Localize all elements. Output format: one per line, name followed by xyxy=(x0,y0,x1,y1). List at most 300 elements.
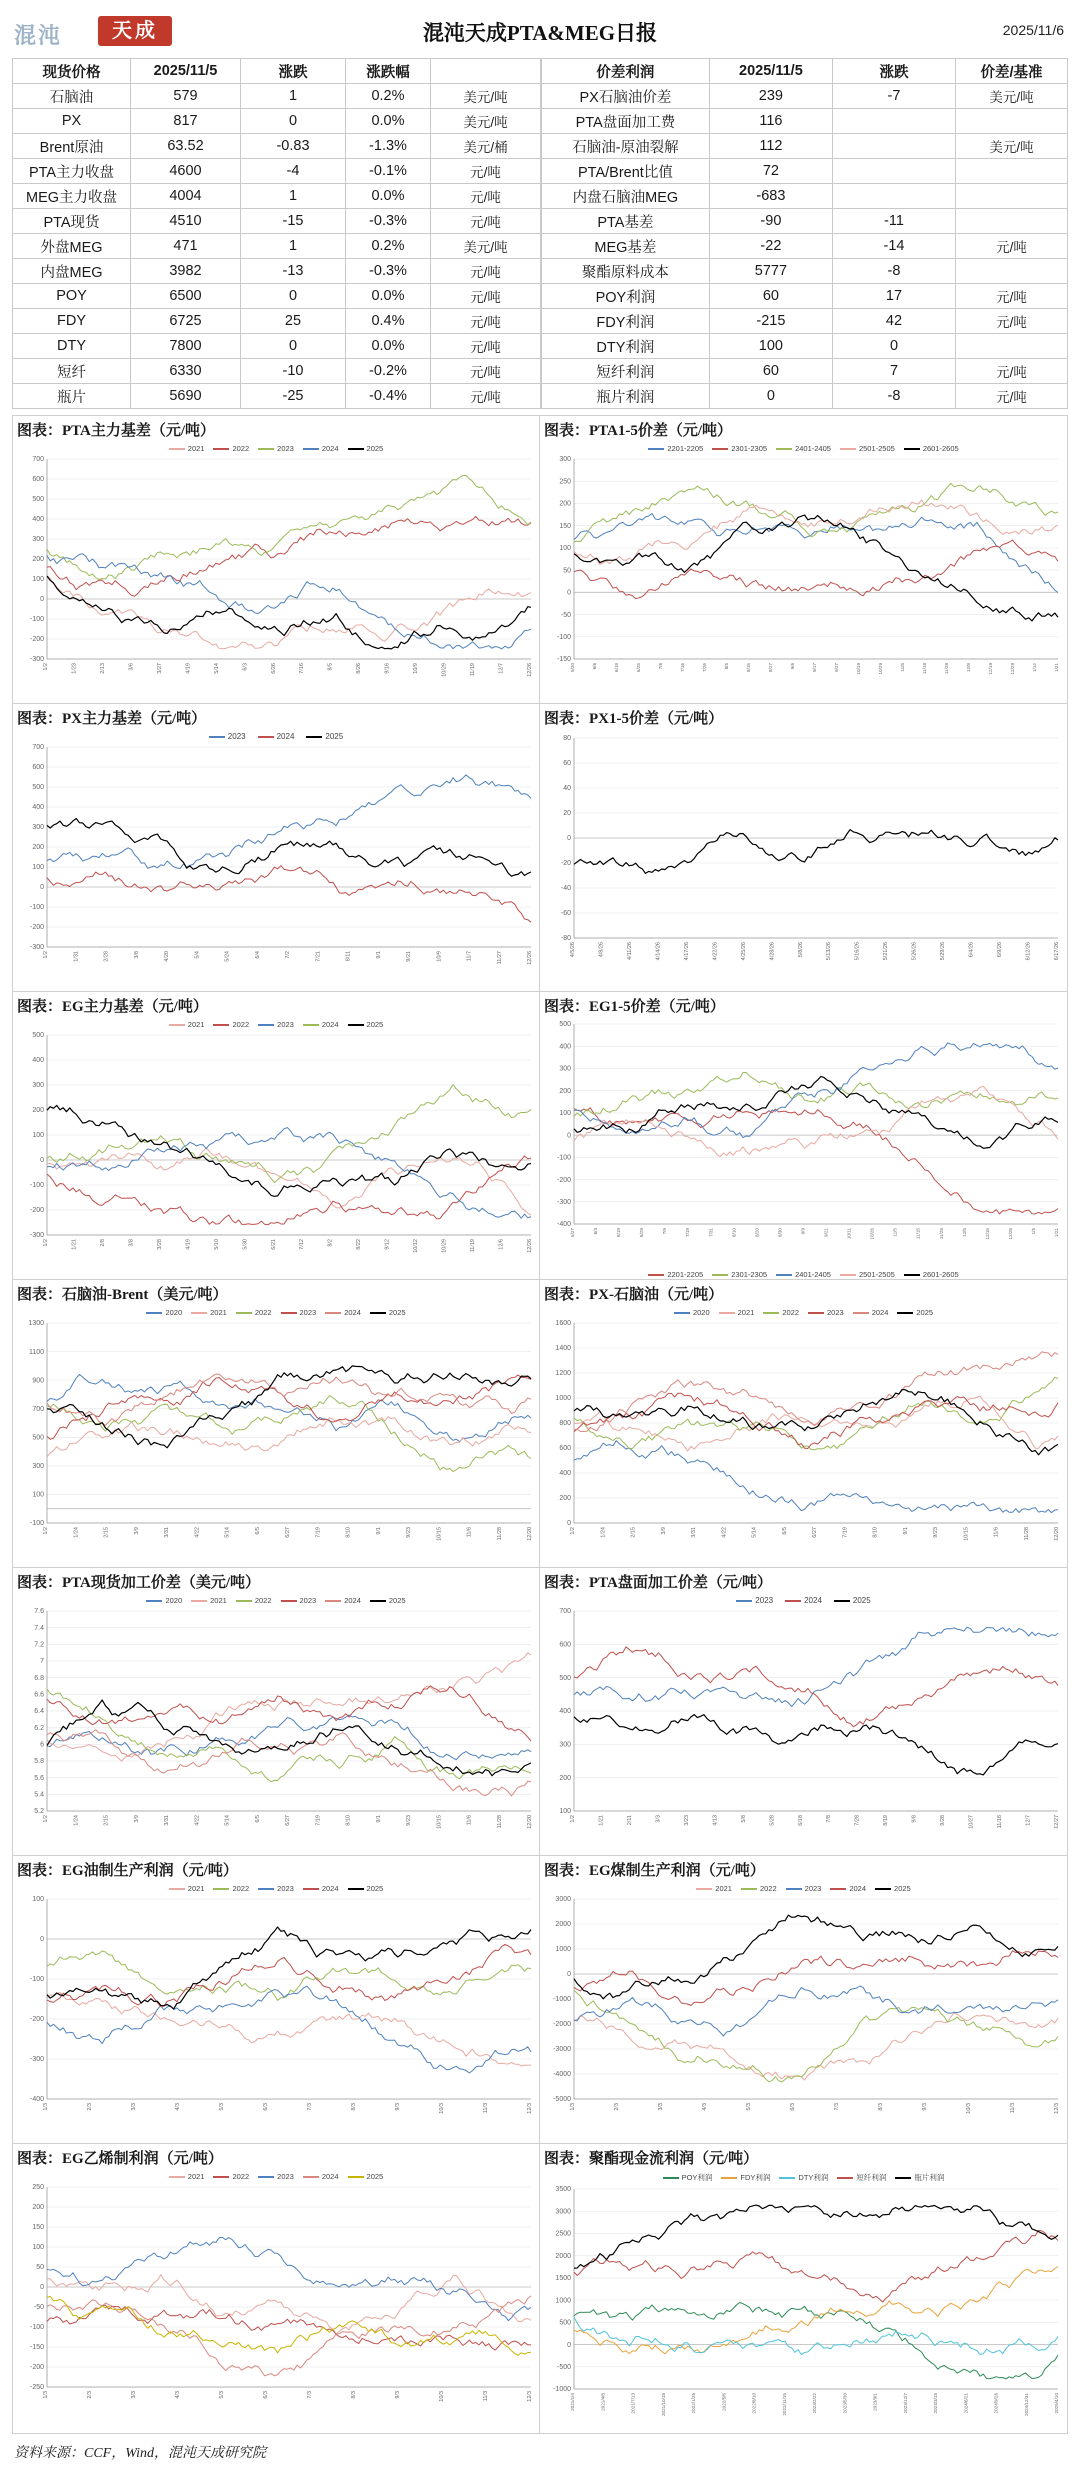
chart-title: 图表：EG煤制生产利润（元/吨） xyxy=(544,1863,765,1879)
svg-text:10/12: 10/12 xyxy=(413,1239,420,1253)
legend-label: 2501-2505 xyxy=(858,444,895,453)
legend-swatch xyxy=(281,1312,297,1314)
legend-swatch xyxy=(776,1274,792,1276)
svg-text:2025/4/10: 2025/4/10 xyxy=(1054,2393,1059,2414)
svg-text:5/20: 5/20 xyxy=(570,663,575,672)
chart-legend xyxy=(540,1268,1067,1279)
svg-text:-500: -500 xyxy=(556,2364,571,2371)
table-cell: 0.2% xyxy=(346,84,431,109)
svg-text:5/29/26: 5/29/26 xyxy=(940,942,947,961)
table-cell: 短纤利润 xyxy=(542,359,710,384)
legend-label: 2020 xyxy=(165,1596,183,1605)
legend-label: 2023 xyxy=(827,1308,844,1317)
svg-text:7/28: 7/28 xyxy=(854,1815,861,1826)
legend-swatch xyxy=(258,448,274,450)
legend-item xyxy=(236,1308,272,1317)
svg-text:7/21: 7/21 xyxy=(315,951,322,962)
svg-text:1000: 1000 xyxy=(555,2297,571,2305)
logo-badge: 天成 xyxy=(98,16,172,46)
legend-item xyxy=(146,1308,182,1317)
legend-swatch xyxy=(169,2176,185,2178)
svg-text:10/9: 10/9 xyxy=(436,951,443,962)
svg-text:3/8: 3/8 xyxy=(128,1239,135,1247)
legend-item xyxy=(741,1884,777,1893)
legend-item xyxy=(779,2172,828,2183)
svg-text:2500: 2500 xyxy=(555,2230,571,2238)
svg-text:8/3: 8/3 xyxy=(351,2391,357,2399)
svg-text:300: 300 xyxy=(32,536,44,544)
svg-text:7/16: 7/16 xyxy=(299,663,306,674)
svg-text:2022/11/15: 2022/11/15 xyxy=(781,2393,787,2416)
svg-text:11/3: 11/3 xyxy=(483,2103,489,2114)
svg-text:9/3: 9/3 xyxy=(395,2103,401,2111)
legend-label: 2022 xyxy=(759,1884,777,1893)
legend-item xyxy=(897,1308,933,1317)
svg-text:6/3: 6/3 xyxy=(263,2103,269,2111)
chart-plot xyxy=(540,2183,1066,2433)
column-header xyxy=(431,59,541,84)
table-cell: -13 xyxy=(241,259,346,284)
svg-text:5/10: 5/10 xyxy=(213,1239,220,1250)
svg-text:9/3: 9/3 xyxy=(922,2103,928,2111)
svg-text:0: 0 xyxy=(567,589,571,597)
svg-text:2023/5/30: 2023/5/30 xyxy=(842,2393,848,2414)
legend-item xyxy=(169,2172,205,2181)
legend-swatch xyxy=(712,1274,728,1276)
svg-text:11/28: 11/28 xyxy=(496,1815,503,1829)
chart-plot xyxy=(540,1605,1066,1855)
table-cell xyxy=(956,209,1068,234)
svg-text:200: 200 xyxy=(559,500,571,508)
svg-text:1/2: 1/2 xyxy=(43,663,49,671)
svg-text:4/5/26: 4/5/26 xyxy=(570,942,576,958)
table-cell xyxy=(956,159,1068,184)
svg-text:3/9: 3/9 xyxy=(660,1527,667,1535)
svg-text:0: 0 xyxy=(567,1520,571,1528)
svg-text:7/3: 7/3 xyxy=(307,2103,313,2111)
svg-text:-100: -100 xyxy=(29,2324,44,2332)
chart-canvas xyxy=(540,453,1067,703)
svg-text:10/9: 10/9 xyxy=(413,663,420,674)
svg-text:9/12: 9/12 xyxy=(384,1239,391,1250)
legend-label: 2024 xyxy=(849,1884,867,1893)
legend-label: 2024 xyxy=(321,444,339,453)
svg-text:6/3: 6/3 xyxy=(263,2391,269,2399)
svg-text:11/3: 11/3 xyxy=(1010,2103,1016,2114)
svg-text:0: 0 xyxy=(40,596,44,604)
legend-label: 2025 xyxy=(388,1596,406,1605)
table-cell: 聚酯原料成本 xyxy=(542,259,710,284)
svg-text:-60: -60 xyxy=(560,910,571,918)
svg-text:3/31: 3/31 xyxy=(164,1527,170,1538)
table-cell: 0.4% xyxy=(346,309,431,334)
legend-swatch xyxy=(370,1312,386,1314)
table-cell: MEG基差 xyxy=(542,234,710,259)
table-cell: -8 xyxy=(832,384,955,409)
legend-item xyxy=(169,1020,205,1029)
legend-swatch xyxy=(875,1888,891,1890)
chart-title: 图表：石脑油-Brent（美元/吨） xyxy=(17,1287,228,1303)
legend-item xyxy=(348,1884,384,1893)
svg-text:2021/7/13: 2021/7/13 xyxy=(630,2393,636,2414)
chart-cell xyxy=(540,415,1068,704)
table-cell: 元/吨 xyxy=(956,309,1068,334)
svg-text:1/5: 1/5 xyxy=(1031,1228,1036,1235)
table-row xyxy=(542,359,1068,384)
legend-item xyxy=(213,444,249,453)
table-cell: 116 xyxy=(709,109,832,134)
svg-text:2024/3/15: 2024/3/15 xyxy=(933,2393,938,2414)
svg-text:9/28: 9/28 xyxy=(940,1815,947,1826)
table-row xyxy=(13,359,541,384)
svg-text:2/3: 2/3 xyxy=(87,2391,93,2399)
svg-text:200: 200 xyxy=(32,844,44,852)
legend-swatch xyxy=(840,1274,856,1276)
svg-text:1/24: 1/24 xyxy=(600,1527,607,1538)
table-cell: -215 xyxy=(709,309,832,334)
legend-swatch xyxy=(830,1888,846,1890)
chart-canvas xyxy=(540,1317,1067,1567)
spot-price-body xyxy=(13,84,541,409)
svg-text:3/3: 3/3 xyxy=(131,2103,137,2111)
svg-text:-200: -200 xyxy=(29,924,44,932)
svg-text:7/3: 7/3 xyxy=(834,2103,840,2111)
svg-text:8/5: 8/5 xyxy=(327,663,334,671)
chart-cell xyxy=(12,1280,540,1568)
table-cell: -14 xyxy=(832,234,955,259)
table-cell: -0.1% xyxy=(346,159,431,184)
report-date: 2025/11/6 xyxy=(1002,22,1064,38)
svg-text:1000: 1000 xyxy=(555,1946,571,1954)
svg-text:4/8/26: 4/8/26 xyxy=(598,942,605,958)
legend-item xyxy=(348,1020,384,1029)
table-cell: PTA主力收盘 xyxy=(13,159,131,184)
svg-text:5/30: 5/30 xyxy=(242,1239,249,1250)
svg-text:-100: -100 xyxy=(29,1182,44,1190)
svg-text:10/11: 10/11 xyxy=(846,1228,852,1240)
legend-swatch xyxy=(897,1312,913,1314)
legend-item xyxy=(303,1020,339,1029)
svg-text:-300: -300 xyxy=(29,1232,44,1240)
svg-text:100: 100 xyxy=(32,1896,44,1904)
svg-text:200: 200 xyxy=(32,2204,44,2212)
svg-text:100: 100 xyxy=(32,576,44,584)
svg-text:50: 50 xyxy=(36,2264,44,2272)
chart-title: 图表：PX主力基差（元/吨） xyxy=(17,711,207,727)
legend-swatch xyxy=(258,736,274,738)
legend-label: 2025 xyxy=(366,1020,384,1029)
table-cell: -0.83 xyxy=(241,134,346,159)
svg-text:2023/2/22: 2023/2/22 xyxy=(812,2393,817,2414)
table-cell xyxy=(956,184,1068,209)
svg-text:2021/4/8: 2021/4/8 xyxy=(600,2393,606,2411)
svg-text:-400: -400 xyxy=(29,2096,44,2104)
svg-text:11/19: 11/19 xyxy=(470,1239,477,1253)
svg-text:7/16: 7/16 xyxy=(680,663,685,672)
column-header: 价差/基准 xyxy=(956,59,1068,84)
legend-item xyxy=(808,1308,844,1317)
svg-text:0: 0 xyxy=(40,1936,44,1944)
legend-label: 2024 xyxy=(321,1020,339,1029)
svg-text:3/3: 3/3 xyxy=(655,1815,662,1823)
legend-label: 2301-2305 xyxy=(731,1270,768,1279)
legend-swatch xyxy=(840,448,856,450)
chart-title: 图表：PX1-5价差（元/吨） xyxy=(544,711,724,727)
svg-text:800: 800 xyxy=(559,1420,571,1428)
chart-row xyxy=(12,2144,1068,2434)
svg-text:500: 500 xyxy=(32,1434,44,1442)
svg-text:1/2: 1/2 xyxy=(43,951,49,959)
legend-swatch xyxy=(169,1024,185,1026)
legend-item xyxy=(840,1270,895,1279)
svg-text:12/26: 12/26 xyxy=(527,951,533,965)
legend-swatch xyxy=(169,1888,185,1890)
legend-swatch xyxy=(719,1312,735,1314)
table-cell: 短纤 xyxy=(13,359,131,384)
svg-text:5.6: 5.6 xyxy=(34,1774,44,1782)
legend-swatch xyxy=(213,2176,229,2178)
table-cell: 60 xyxy=(709,284,832,309)
legend-label: 2023 xyxy=(277,1884,294,1893)
table-header-row xyxy=(542,59,1068,84)
svg-text:1/24: 1/24 xyxy=(73,1527,80,1538)
table-row xyxy=(13,284,541,309)
legend-item xyxy=(785,1596,822,1605)
table-cell xyxy=(832,184,955,209)
svg-text:6/27: 6/27 xyxy=(285,1815,291,1826)
table-cell: DTY利润 xyxy=(542,334,710,359)
legend-label: DTY利润 xyxy=(798,2173,829,2182)
legend-item xyxy=(191,1308,227,1317)
svg-text:1/2: 1/2 xyxy=(570,1815,576,1823)
svg-text:6/3: 6/3 xyxy=(593,1228,598,1235)
svg-text:300: 300 xyxy=(559,456,571,464)
svg-text:9/16: 9/16 xyxy=(384,663,391,674)
table-cell: -0.3% xyxy=(346,209,431,234)
table-cell: 元/吨 xyxy=(956,234,1068,259)
svg-text:50: 50 xyxy=(563,567,571,575)
svg-text:2/13: 2/13 xyxy=(99,663,106,674)
svg-text:3/31: 3/31 xyxy=(164,1815,170,1826)
table-cell: DTY xyxy=(13,334,131,359)
svg-text:2022/8/10: 2022/8/10 xyxy=(751,2393,757,2414)
legend-item xyxy=(258,444,294,453)
svg-text:6/5: 6/5 xyxy=(254,1527,261,1535)
svg-text:5/8/26: 5/8/26 xyxy=(797,942,804,958)
svg-text:0: 0 xyxy=(567,2341,571,2349)
svg-text:8/20: 8/20 xyxy=(754,1228,760,1237)
table-cell xyxy=(832,159,955,184)
svg-text:7/3: 7/3 xyxy=(307,2391,313,2399)
svg-text:4/19: 4/19 xyxy=(185,1239,192,1250)
legend-label: 2021 xyxy=(715,1884,732,1893)
table-cell: PTA/Brent比值 xyxy=(542,159,710,184)
legend-swatch xyxy=(776,448,792,450)
svg-text:-80: -80 xyxy=(560,935,571,943)
chart-legend xyxy=(540,442,1067,453)
table-cell: 元/吨 xyxy=(431,209,541,234)
svg-text:100: 100 xyxy=(559,1808,571,1816)
chart-cell xyxy=(12,1568,540,1856)
svg-text:1/23: 1/23 xyxy=(71,663,78,674)
svg-text:6.2: 6.2 xyxy=(34,1724,44,1732)
svg-text:8/11: 8/11 xyxy=(345,951,352,962)
svg-text:9/1: 9/1 xyxy=(902,1527,909,1535)
svg-text:8/2: 8/2 xyxy=(327,1239,334,1247)
svg-text:5/4: 5/4 xyxy=(194,951,201,959)
legend-item xyxy=(840,444,895,453)
svg-text:4/22/26: 4/22/26 xyxy=(712,942,719,961)
chart-title: 图表：PTA主力基差（元/吨） xyxy=(17,423,216,439)
table-cell: 4004 xyxy=(131,184,241,209)
svg-text:4/22: 4/22 xyxy=(194,1815,201,1826)
table-cell: 美元/桶 xyxy=(431,134,541,159)
svg-text:1/21: 1/21 xyxy=(71,1239,78,1250)
svg-text:6/29: 6/29 xyxy=(639,1228,645,1237)
legend-swatch xyxy=(146,1312,162,1314)
table-cell: 美元/吨 xyxy=(431,84,541,109)
table-cell: -0.3% xyxy=(346,259,431,284)
legend-item xyxy=(213,1020,249,1029)
svg-text:5/14: 5/14 xyxy=(751,1527,758,1538)
legend-swatch xyxy=(303,1024,319,1026)
svg-text:0: 0 xyxy=(40,2284,44,2292)
legend-item xyxy=(895,2172,944,2183)
svg-text:4/20: 4/20 xyxy=(164,951,170,962)
chart-cell xyxy=(540,2144,1068,2434)
svg-text:5/13/26: 5/13/26 xyxy=(826,942,833,961)
legend-label: 2021 xyxy=(210,1308,227,1317)
svg-text:-100: -100 xyxy=(29,1976,44,1984)
table-cell: POY xyxy=(13,284,131,309)
svg-text:3/9: 3/9 xyxy=(133,1527,140,1535)
chart-legend xyxy=(13,442,539,453)
table-cell: 内盘MEG xyxy=(13,259,131,284)
legend-item xyxy=(281,1596,317,1605)
table-row xyxy=(13,234,541,259)
svg-text:3/9: 3/9 xyxy=(133,1815,140,1823)
table-cell: -11 xyxy=(832,209,955,234)
svg-text:7/31: 7/31 xyxy=(708,1228,714,1237)
table-cell: 石脑油-原油裂解 xyxy=(542,134,710,159)
svg-text:10/29: 10/29 xyxy=(441,663,448,677)
chart-row xyxy=(12,1568,1068,1856)
table-cell: 1 xyxy=(241,234,346,259)
svg-text:4/11/26: 4/11/26 xyxy=(626,942,633,960)
svg-text:10/3: 10/3 xyxy=(439,2103,445,2114)
table-row xyxy=(13,334,541,359)
chart-legend xyxy=(13,1594,539,1605)
chart-plot xyxy=(13,741,539,991)
table-cell: -22 xyxy=(709,234,832,259)
table-cell: -8 xyxy=(832,259,955,284)
svg-text:400: 400 xyxy=(559,1043,571,1051)
legend-item xyxy=(146,1596,182,1605)
legend-swatch xyxy=(853,1312,869,1314)
chart-canvas xyxy=(13,1317,539,1567)
svg-text:300: 300 xyxy=(559,1741,571,1749)
svg-text:5/26/26: 5/26/26 xyxy=(911,942,918,961)
svg-text:1/21: 1/21 xyxy=(1054,663,1059,672)
table-cell: 5777 xyxy=(709,259,832,284)
svg-text:6/27: 6/27 xyxy=(812,1527,818,1538)
legend-swatch xyxy=(303,448,319,450)
svg-text:9/6: 9/6 xyxy=(790,663,795,670)
summary-tables xyxy=(12,58,1068,409)
svg-text:1100: 1100 xyxy=(28,1348,44,1356)
svg-text:11/8: 11/8 xyxy=(900,663,905,672)
svg-text:700: 700 xyxy=(32,744,44,752)
table-cell: 0 xyxy=(241,334,346,359)
legend-item xyxy=(674,1308,710,1317)
svg-text:9/23: 9/23 xyxy=(406,1815,412,1826)
table-cell: -1.3% xyxy=(346,134,431,159)
table-cell: 579 xyxy=(131,84,241,109)
svg-text:11/18: 11/18 xyxy=(922,663,927,675)
table-row xyxy=(542,184,1068,209)
chart-row xyxy=(12,1280,1068,1568)
chart-cell xyxy=(12,415,540,704)
svg-text:10/15: 10/15 xyxy=(436,1527,443,1541)
svg-text:10/19: 10/19 xyxy=(856,663,861,675)
svg-text:100: 100 xyxy=(32,1491,44,1499)
svg-text:5/14: 5/14 xyxy=(224,1815,231,1826)
chart-legend xyxy=(540,1594,1067,1605)
table-cell: PTA基差 xyxy=(542,209,710,234)
svg-text:4/3: 4/3 xyxy=(702,2103,708,2111)
svg-text:-4000: -4000 xyxy=(553,2071,571,2079)
svg-text:3500: 3500 xyxy=(555,2186,571,2194)
table-row xyxy=(542,134,1068,159)
chart-title: 图表：PTA盘面加工价差（元/吨） xyxy=(544,1575,773,1591)
svg-text:10/29: 10/29 xyxy=(878,663,883,675)
svg-text:2024/9/26: 2024/9/26 xyxy=(993,2393,999,2414)
chart-cell xyxy=(540,1280,1068,1568)
svg-text:9/1: 9/1 xyxy=(375,1815,382,1823)
svg-text:1000: 1000 xyxy=(555,1395,571,1403)
svg-text:8/27: 8/27 xyxy=(768,663,773,672)
table-cell: 0 xyxy=(241,109,346,134)
svg-text:11/19: 11/19 xyxy=(470,663,477,677)
svg-text:-1000: -1000 xyxy=(553,1996,571,2004)
table-cell: 元/吨 xyxy=(431,309,541,334)
svg-text:10/15: 10/15 xyxy=(963,1527,970,1541)
svg-text:60: 60 xyxy=(563,760,571,768)
logo-text: 混沌 xyxy=(14,23,63,48)
legend-swatch xyxy=(325,1600,341,1602)
legend-swatch xyxy=(213,1024,229,1026)
svg-text:2022/5/6: 2022/5/6 xyxy=(721,2393,727,2411)
table-cell: 63.52 xyxy=(131,134,241,159)
svg-text:5.4: 5.4 xyxy=(34,1791,44,1799)
svg-text:9/1: 9/1 xyxy=(375,951,382,959)
svg-text:10/27: 10/27 xyxy=(968,1815,975,1829)
table-cell: 元/吨 xyxy=(431,159,541,184)
svg-text:5/3: 5/3 xyxy=(219,2391,225,2399)
legend-label: 2022 xyxy=(254,1596,272,1605)
chart-legend xyxy=(13,1882,539,1893)
table-cell xyxy=(832,134,955,159)
table-cell: 0.0% xyxy=(346,109,431,134)
spread-profit-body xyxy=(542,84,1068,409)
svg-text:1/3: 1/3 xyxy=(570,2103,576,2111)
svg-text:-300: -300 xyxy=(29,2056,44,2064)
svg-text:-200: -200 xyxy=(29,636,44,644)
column-header: 涨跌幅 xyxy=(346,59,431,84)
legend-swatch xyxy=(348,448,364,450)
svg-text:7/19: 7/19 xyxy=(842,1527,849,1538)
svg-text:7: 7 xyxy=(40,1658,44,1666)
